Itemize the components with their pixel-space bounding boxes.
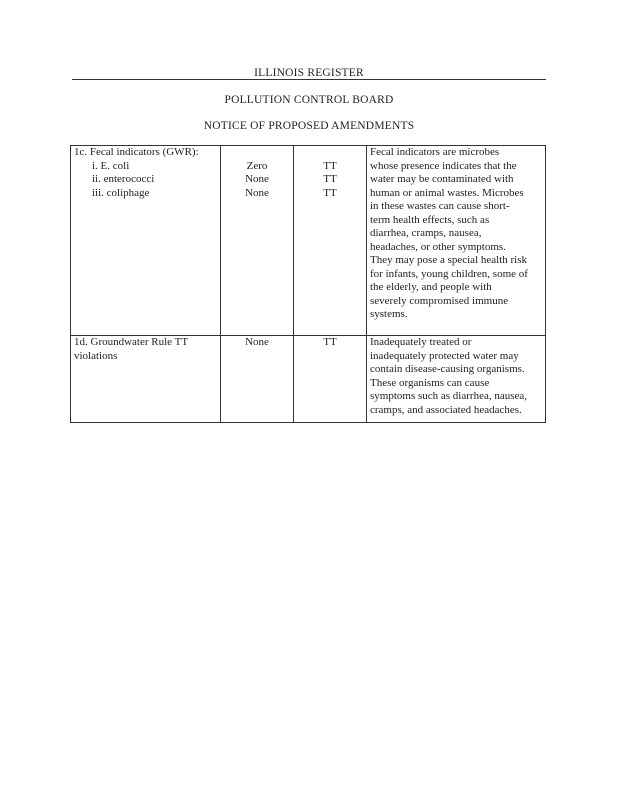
- table-row: [71, 336, 546, 423]
- contaminant-cell: [71, 336, 221, 423]
- mclg-value: None: [245, 186, 269, 199]
- contaminant-table: [70, 145, 546, 423]
- effect-line: severely compromised immune: [370, 294, 509, 307]
- effect-line: These organisms can cause: [370, 376, 490, 389]
- effect-line: headaches, or other symptoms.: [370, 240, 506, 253]
- mclg-value: Zero: [246, 159, 268, 172]
- effect-line: They may pose a special health risk: [370, 254, 528, 266]
- mclg-cell: [221, 146, 294, 336]
- effect-line: human or animal wastes. Microbes: [370, 186, 524, 199]
- effect-line: contain disease-causing organisms.: [370, 363, 525, 375]
- mcl-value: TT: [323, 173, 337, 185]
- effect-line: diarrhea, cramps, nausea,: [370, 227, 482, 239]
- mcl-cell: [294, 146, 367, 336]
- effect-line: term health effects, such as: [370, 213, 490, 226]
- mclg-value: None: [245, 173, 269, 185]
- contaminant-title: 1d. Groundwater Rule TT: [74, 336, 189, 348]
- contaminant-title: 1c. Fecal indicators (GWR):: [74, 146, 199, 158]
- header-rule: [72, 79, 546, 80]
- mcl-value: TT: [323, 186, 337, 199]
- contaminant-item: ii. enterococci: [92, 173, 155, 185]
- effect-line: Inadequately treated or: [370, 336, 472, 348]
- effect-line: Fecal indicators are microbes: [370, 146, 500, 158]
- effect-line: whose presence indicates that the: [370, 159, 517, 172]
- contaminant-cell: [71, 146, 221, 336]
- health-effects-cell: [367, 146, 546, 336]
- effect-line: cramps, and associated headaches.: [370, 403, 522, 416]
- notice-title: NOTICE OF PROPOSED AMENDMENTS: [203, 120, 415, 132]
- mcl-value: TT: [323, 159, 337, 172]
- effect-line: symptoms such as diarrhea, nausea,: [370, 390, 528, 402]
- register-title: ILLINOIS REGISTER: [254, 67, 364, 79]
- mclg-value: None: [245, 336, 269, 348]
- mcl-value: TT: [323, 336, 337, 348]
- contaminant-title: violations: [74, 349, 118, 362]
- effect-line: inadequately protected water may: [370, 349, 519, 362]
- effect-line: for infants, young children, some of: [370, 267, 528, 280]
- contaminant-item: iii. coliphage: [92, 186, 150, 199]
- effect-line: water may be contaminated with: [370, 173, 514, 185]
- contaminant-item: i. E. coli: [92, 159, 130, 172]
- health-effects-cell: [367, 336, 546, 423]
- mclg-cell: [221, 336, 294, 423]
- effect-line: systems.: [370, 308, 408, 320]
- mcl-cell: [294, 336, 367, 423]
- table-row: [71, 146, 546, 336]
- effect-line: the elderly, and people with: [370, 281, 492, 293]
- board-title: POLLUTION CONTROL BOARD: [224, 94, 394, 106]
- effect-line: in these wastes can cause short-: [370, 200, 510, 212]
